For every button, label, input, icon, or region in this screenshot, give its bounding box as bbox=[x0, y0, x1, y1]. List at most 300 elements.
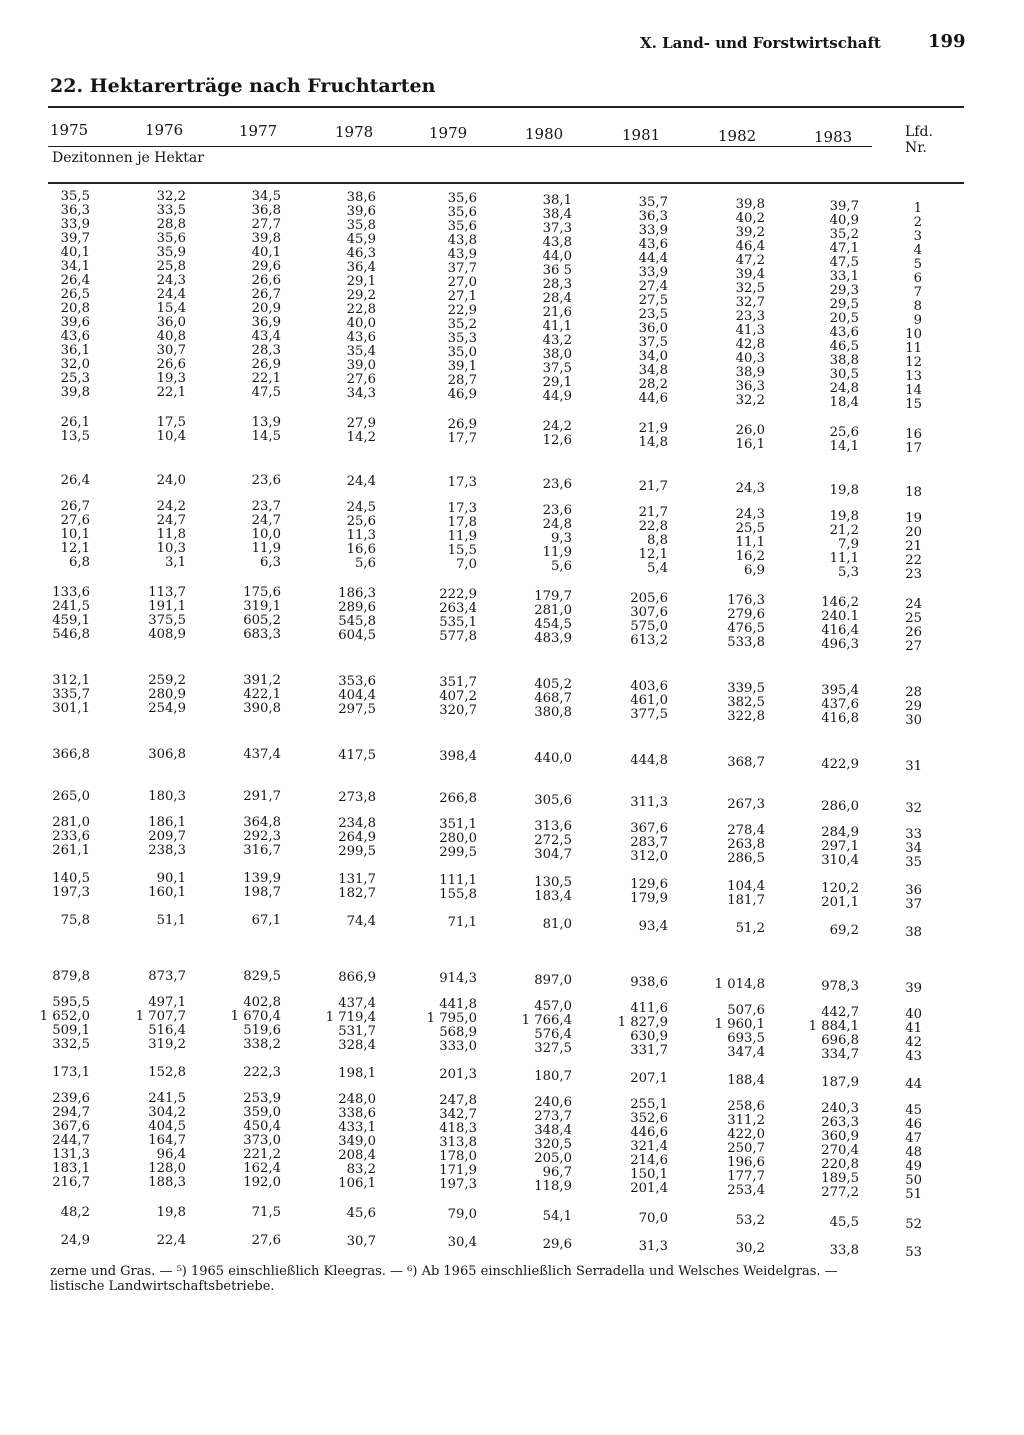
table-cell-1979: 247,8 bbox=[439, 1093, 477, 1108]
table-cell-1977: 20,9 bbox=[251, 301, 281, 316]
table-cell-1978: 531,7 bbox=[338, 1024, 376, 1039]
column-header-1982: 1982 bbox=[718, 127, 757, 145]
table-cell-1979: 178,0 bbox=[439, 1149, 477, 1164]
table-cell-1983: 24,8 bbox=[829, 381, 859, 396]
row-number: 28 bbox=[905, 685, 922, 700]
table-cell-1975: 26,5 bbox=[60, 287, 90, 302]
table-cell-1976: 19,8 bbox=[156, 1205, 186, 1220]
table-cell-1978: 5,6 bbox=[355, 556, 376, 571]
table-cell-1976: 90,1 bbox=[156, 871, 186, 886]
table-cell-1976: 375,5 bbox=[148, 613, 186, 628]
table-cell-1976: 113,7 bbox=[148, 585, 186, 600]
row-number: 52 bbox=[905, 1217, 922, 1232]
table-cell-1983: 33,8 bbox=[829, 1243, 859, 1258]
table-cell-1976: 24,0 bbox=[156, 473, 186, 488]
table-cell-1982: 176,3 bbox=[727, 593, 765, 608]
table-cell-1978: 349,0 bbox=[338, 1134, 376, 1149]
table-cell-1975: 6,8 bbox=[69, 555, 90, 570]
table-cell-1980: 54,1 bbox=[542, 1209, 572, 1224]
row-number: 20 bbox=[905, 525, 922, 540]
table-cell-1975: 13,5 bbox=[60, 429, 90, 444]
table-cell-1978: 131,7 bbox=[338, 872, 376, 887]
table-cell-1976: 306,8 bbox=[148, 747, 186, 762]
table-cell-1975: 43,6 bbox=[60, 329, 90, 344]
table-cell-1978: 248,0 bbox=[338, 1092, 376, 1107]
table-cell-1977: 36,8 bbox=[251, 203, 281, 218]
table-cell-1979: 17,3 bbox=[447, 475, 477, 490]
table-cell-1983: 11,1 bbox=[829, 551, 859, 566]
table-cell-1980: 5,6 bbox=[551, 559, 572, 574]
table-cell-1977: 23,7 bbox=[251, 499, 281, 514]
table-cell-1980: 273,7 bbox=[534, 1109, 572, 1124]
row-number: 37 bbox=[905, 897, 922, 912]
table-cell-1983: 334,7 bbox=[821, 1047, 859, 1062]
table-cell-1980: 38,4 bbox=[542, 207, 572, 222]
row-number: 23 bbox=[905, 567, 922, 582]
table-cell-1981: 23,5 bbox=[638, 307, 668, 322]
table-cell-1981: 70,0 bbox=[638, 1211, 668, 1226]
row-number: 35 bbox=[905, 855, 922, 870]
table-cell-1981: 22,8 bbox=[638, 519, 668, 534]
table-cell-1977: 338,2 bbox=[243, 1037, 281, 1052]
table-cell-1979: 418,3 bbox=[439, 1121, 477, 1136]
row-number: 29 bbox=[905, 699, 922, 714]
table-cell-1976: 22,1 bbox=[156, 385, 186, 400]
table-cell-1983: 240,3 bbox=[821, 1101, 859, 1116]
table-cell-1980: 205,0 bbox=[534, 1151, 572, 1166]
table-cell-1979: 7,0 bbox=[456, 557, 477, 572]
row-number: 50 bbox=[905, 1173, 922, 1188]
table-cell-1980: 21,6 bbox=[542, 305, 572, 320]
table-cell-1983: 270,4 bbox=[821, 1143, 859, 1158]
table-cell-1979: 28,7 bbox=[447, 373, 477, 388]
table-cell-1978: 182,7 bbox=[338, 886, 376, 901]
table-cell-1977: 253,9 bbox=[243, 1091, 281, 1106]
table-cell-1981: 307,6 bbox=[630, 605, 668, 620]
table-cell-1976: 30,7 bbox=[156, 343, 186, 358]
table-cell-1977: 829,5 bbox=[243, 969, 281, 984]
table-cell-1980: 320,5 bbox=[534, 1137, 572, 1152]
column-header-1981: 1981 bbox=[622, 126, 661, 144]
table-cell-1979: 15,5 bbox=[447, 543, 477, 558]
table-cell-1975: 39,6 bbox=[60, 315, 90, 330]
table-cell-1980: 38,0 bbox=[542, 347, 572, 362]
table-cell-1981: 8,8 bbox=[647, 533, 668, 548]
table-cell-1981: 150,1 bbox=[630, 1167, 668, 1182]
table-cell-1980: 281,0 bbox=[534, 603, 572, 618]
table-cell-1983: 120,2 bbox=[821, 881, 859, 896]
column-header-1976: 1976 bbox=[145, 121, 184, 139]
table-cell-1976: 24,7 bbox=[156, 513, 186, 528]
table-cell-1982: 311,2 bbox=[727, 1113, 765, 1128]
table-cell-1978: 106,1 bbox=[338, 1176, 376, 1191]
table-cell-1983: 437,6 bbox=[821, 697, 859, 712]
table-cell-1979: 263,4 bbox=[439, 601, 477, 616]
table-cell-1976: 128,0 bbox=[148, 1161, 186, 1176]
table-cell-1978: 289,6 bbox=[338, 600, 376, 615]
table-cell-1982: 196,6 bbox=[727, 1155, 765, 1170]
table-cell-1979: 342,7 bbox=[439, 1107, 477, 1122]
table-cell-1982: 24,3 bbox=[735, 507, 765, 522]
table-cell-1983: 43,6 bbox=[829, 325, 859, 340]
table-cell-1975: 39,8 bbox=[60, 385, 90, 400]
table-cell-1976: 304,2 bbox=[148, 1105, 186, 1120]
table-cell-1978: 545,8 bbox=[338, 614, 376, 629]
table-cell-1981: 34,8 bbox=[638, 363, 668, 378]
table-cell-1981: 403,6 bbox=[630, 679, 668, 694]
table-cell-1977: 222,3 bbox=[243, 1065, 281, 1080]
table-cell-1978: 14,2 bbox=[346, 430, 376, 445]
table-cell-1977: 34,5 bbox=[251, 189, 281, 204]
table-cell-1980: 12,6 bbox=[542, 433, 572, 448]
table-cell-1979: 914,3 bbox=[439, 971, 477, 986]
table-cell-1981: 283,7 bbox=[630, 835, 668, 850]
row-number: 11 bbox=[905, 341, 922, 356]
table-cell-1976: 25,8 bbox=[156, 259, 186, 274]
table-cell-1976: 24,3 bbox=[156, 273, 186, 288]
table-cell-1978: 34,3 bbox=[346, 386, 376, 401]
table-cell-1976: 22,4 bbox=[156, 1233, 186, 1248]
table-cell-1982: 322,8 bbox=[727, 709, 765, 724]
table-cell-1982: 53,2 bbox=[735, 1213, 765, 1228]
table-cell-1980: 272,5 bbox=[534, 833, 572, 848]
footnote-line-2: listische Landwirtschaftsbetriebe. bbox=[50, 1279, 275, 1294]
table-cell-1979: 35,6 bbox=[447, 205, 477, 220]
table-cell-1977: 422,1 bbox=[243, 687, 281, 702]
table-cell-1977: 27,6 bbox=[251, 1233, 281, 1248]
table-cell-1980: 483,9 bbox=[534, 631, 572, 646]
row-number: 53 bbox=[905, 1245, 922, 1260]
table-cell-1976: 24,4 bbox=[156, 287, 186, 302]
lfd-nr-header bbox=[905, 124, 933, 156]
table-cell-1983: 1 884,1 bbox=[808, 1019, 859, 1034]
table-cell-1975: 12,1 bbox=[60, 541, 90, 556]
table-cell-1978: 299,5 bbox=[338, 844, 376, 859]
table-cell-1976: 26,6 bbox=[156, 357, 186, 372]
table-cell-1982: 258,6 bbox=[727, 1099, 765, 1114]
table-cell-1975: 32,0 bbox=[60, 357, 90, 372]
table-cell-1983: 21,2 bbox=[829, 523, 859, 538]
row-number: 40 bbox=[905, 1007, 922, 1022]
table-cell-1975: 26,1 bbox=[60, 415, 90, 430]
table-cell-1976: 319,2 bbox=[148, 1037, 186, 1052]
table-cell-1982: 24,3 bbox=[735, 481, 765, 496]
table-cell-1982: 25,5 bbox=[735, 521, 765, 536]
table-cell-1982: 38,9 bbox=[735, 365, 765, 380]
table-cell-1975: 332,5 bbox=[52, 1037, 90, 1052]
table-cell-1978: 27,6 bbox=[346, 372, 376, 387]
table-cell-1982: 1 960,1 bbox=[714, 1017, 765, 1032]
table-cell-1979: 201,3 bbox=[439, 1067, 477, 1082]
table-cell-1982: 382,5 bbox=[727, 695, 765, 710]
row-number: 16 bbox=[905, 427, 922, 442]
table-cell-1978: 11,3 bbox=[346, 528, 376, 543]
row-number: 51 bbox=[905, 1187, 922, 1202]
table-cell-1977: 402,8 bbox=[243, 995, 281, 1010]
lfd-label: Lfd. bbox=[905, 124, 933, 140]
row-number: 5 bbox=[913, 257, 922, 272]
table-cell-1982: 263,8 bbox=[727, 837, 765, 852]
table-cell-1983: 25,6 bbox=[829, 425, 859, 440]
table-cell-1981: 44,6 bbox=[638, 391, 668, 406]
table-cell-1983: 422,9 bbox=[821, 757, 859, 772]
table-cell-1983: 395,4 bbox=[821, 683, 859, 698]
table-cell-1981: 12,1 bbox=[638, 547, 668, 562]
table-cell-1982: 693,5 bbox=[727, 1031, 765, 1046]
table-cell-1982: 32,7 bbox=[735, 295, 765, 310]
table-cell-1980: 37,5 bbox=[542, 361, 572, 376]
table-cell-1977: 192,0 bbox=[243, 1175, 281, 1190]
table-cell-1976: 209,7 bbox=[148, 829, 186, 844]
table-cell-1982: 51,2 bbox=[735, 921, 765, 936]
table-cell-1977: 40,1 bbox=[251, 245, 281, 260]
table-cell-1978: 46,3 bbox=[346, 246, 376, 261]
table-cell-1978: 16,6 bbox=[346, 542, 376, 557]
table-cell-1983: 189,5 bbox=[821, 1171, 859, 1186]
table-cell-1979: 313,8 bbox=[439, 1135, 477, 1150]
table-cell-1981: 321,4 bbox=[630, 1139, 668, 1154]
table-cell-1978: 24,4 bbox=[346, 474, 376, 489]
table-cell-1979: 351,1 bbox=[439, 817, 477, 832]
table-cell-1981: 36,3 bbox=[638, 209, 668, 224]
table-cell-1980: 81,0 bbox=[542, 917, 572, 932]
table-cell-1983: 416,4 bbox=[821, 623, 859, 638]
table-cell-1979: 1 795,0 bbox=[426, 1011, 477, 1026]
table-cell-1975: 20,8 bbox=[60, 301, 90, 316]
row-number: 47 bbox=[905, 1131, 922, 1146]
table-cell-1980: 183,4 bbox=[534, 889, 572, 904]
table-cell-1978: 186,3 bbox=[338, 586, 376, 601]
table-cell-1975: 173,1 bbox=[52, 1065, 90, 1080]
table-cell-1979: 17,3 bbox=[447, 501, 477, 516]
table-cell-1982: 23,3 bbox=[735, 309, 765, 324]
table-cell-1980: 454,5 bbox=[534, 617, 572, 632]
table-cell-1983: 29,5 bbox=[829, 297, 859, 312]
table-cell-1975: 312,1 bbox=[52, 673, 90, 688]
table-cell-1976: 35,9 bbox=[156, 245, 186, 260]
table-cell-1983: 69,2 bbox=[829, 923, 859, 938]
table-cell-1982: 181,7 bbox=[727, 893, 765, 908]
table-cell-1983: 201,1 bbox=[821, 895, 859, 910]
table-cell-1982: 40,2 bbox=[735, 211, 765, 226]
unit-rule bbox=[48, 146, 872, 147]
table-cell-1981: 444,8 bbox=[630, 753, 668, 768]
table-cell-1980: 23,6 bbox=[542, 477, 572, 492]
table-cell-1978: 404,4 bbox=[338, 688, 376, 703]
table-cell-1981: 201,4 bbox=[630, 1181, 668, 1196]
table-cell-1980: 304,7 bbox=[534, 847, 572, 862]
table-cell-1975: 133,6 bbox=[52, 585, 90, 600]
table-cell-1975: 366,8 bbox=[52, 747, 90, 762]
table-cell-1978: 27,9 bbox=[346, 416, 376, 431]
table-cell-1978: 40,0 bbox=[346, 316, 376, 331]
row-number: 1 bbox=[913, 201, 922, 216]
row-number: 36 bbox=[905, 883, 922, 898]
table-cell-1977: 29,6 bbox=[251, 259, 281, 274]
table-cell-1979: 197,3 bbox=[439, 1177, 477, 1192]
table-cell-1979: 46,9 bbox=[447, 387, 477, 402]
table-cell-1983: 18,4 bbox=[829, 395, 859, 410]
table-cell-1975: 25,3 bbox=[60, 371, 90, 386]
row-number: 32 bbox=[905, 801, 922, 816]
table-cell-1980: 38,1 bbox=[542, 193, 572, 208]
table-cell-1976: 164,7 bbox=[148, 1133, 186, 1148]
table-cell-1978: 353,6 bbox=[338, 674, 376, 689]
table-cell-1976: 19,3 bbox=[156, 371, 186, 386]
table-cell-1977: 24,7 bbox=[251, 513, 281, 528]
table-cell-1981: 205,6 bbox=[630, 591, 668, 606]
table-cell-1983: 19,8 bbox=[829, 483, 859, 498]
table-cell-1978: 234,8 bbox=[338, 816, 376, 831]
table-cell-1979: 43,9 bbox=[447, 247, 477, 262]
table-cell-1979: 22,9 bbox=[447, 303, 477, 318]
table-cell-1981: 36,0 bbox=[638, 321, 668, 336]
row-number: 44 bbox=[905, 1077, 922, 1092]
unit-label: Dezitonnen je Hektar bbox=[52, 150, 204, 166]
table-cell-1979: 37,7 bbox=[447, 261, 477, 276]
table-cell-1979: 27,0 bbox=[447, 275, 477, 290]
table-cell-1979: 320,7 bbox=[439, 703, 477, 718]
table-cell-1975: 36,1 bbox=[60, 343, 90, 358]
table-cell-1983: 45,5 bbox=[829, 1215, 859, 1230]
table-cell-1979: 35,3 bbox=[447, 331, 477, 346]
table-cell-1977: 14,5 bbox=[251, 429, 281, 444]
table-cell-1978: 29,1 bbox=[346, 274, 376, 289]
table-cell-1981: 33,9 bbox=[638, 265, 668, 280]
table-cell-1976: 152,8 bbox=[148, 1065, 186, 1080]
table-cell-1975: 197,3 bbox=[52, 885, 90, 900]
table-cell-1975: 10,1 bbox=[60, 527, 90, 542]
table-cell-1978: 45,9 bbox=[346, 232, 376, 247]
table-cell-1980: 457,0 bbox=[534, 999, 572, 1014]
table-cell-1976: 188,3 bbox=[148, 1175, 186, 1190]
row-number: 49 bbox=[905, 1159, 922, 1174]
row-number: 19 bbox=[905, 511, 922, 526]
table-cell-1978: 74,4 bbox=[346, 914, 376, 929]
row-number: 46 bbox=[905, 1117, 922, 1132]
table-cell-1979: 568,9 bbox=[439, 1025, 477, 1040]
table-cell-1978: 38,6 bbox=[346, 190, 376, 205]
table-cell-1975: 335,7 bbox=[52, 687, 90, 702]
table-cell-1980: 29,1 bbox=[542, 375, 572, 390]
table-cell-1979: 333,0 bbox=[439, 1039, 477, 1054]
row-number: 8 bbox=[913, 299, 922, 314]
table-cell-1982: 339,5 bbox=[727, 681, 765, 696]
running-header-section: X. Land- und Forstwirtschaft bbox=[640, 34, 881, 52]
table-cell-1979: 35,6 bbox=[447, 219, 477, 234]
table-cell-1978: 437,4 bbox=[338, 996, 376, 1011]
table-cell-1983: 496,3 bbox=[821, 637, 859, 652]
table-cell-1982: 177,7 bbox=[727, 1169, 765, 1184]
table-cell-1977: 450,4 bbox=[243, 1119, 281, 1134]
table-cell-1977: 373,0 bbox=[243, 1133, 281, 1148]
table-cell-1980: 24,2 bbox=[542, 419, 572, 434]
column-header-1979: 1979 bbox=[429, 124, 468, 142]
table-cell-1982: 30,2 bbox=[735, 1241, 765, 1256]
table-cell-1977: 43,4 bbox=[251, 329, 281, 344]
table-cell-1975: 595,5 bbox=[52, 995, 90, 1010]
table-cell-1983: 263,3 bbox=[821, 1115, 859, 1130]
table-cell-1976: 160,1 bbox=[148, 885, 186, 900]
table-cell-1983: 286,0 bbox=[821, 799, 859, 814]
table-cell-1978: 35,4 bbox=[346, 344, 376, 359]
table-cell-1976: 404,5 bbox=[148, 1119, 186, 1134]
table-cell-1978: 273,8 bbox=[338, 790, 376, 805]
table-cell-1979: 17,7 bbox=[447, 431, 477, 446]
table-cell-1980: 1 766,4 bbox=[521, 1013, 572, 1028]
table-cell-1979: 407,2 bbox=[439, 689, 477, 704]
table-cell-1977: 26,9 bbox=[251, 357, 281, 372]
table-cell-1978: 208,4 bbox=[338, 1148, 376, 1163]
table-cell-1980: 130,5 bbox=[534, 875, 572, 890]
table-cell-1978: 417,5 bbox=[338, 748, 376, 763]
table-cell-1983: 360,9 bbox=[821, 1129, 859, 1144]
table-cell-1981: 35,7 bbox=[638, 195, 668, 210]
table-cell-1983: 416,8 bbox=[821, 711, 859, 726]
table-cell-1977: 11,9 bbox=[251, 541, 281, 556]
table-cell-1977: 198,7 bbox=[243, 885, 281, 900]
table-cell-1976: 497,1 bbox=[148, 995, 186, 1010]
table-cell-1975: 294,7 bbox=[52, 1105, 90, 1120]
table-cell-1980: 118,9 bbox=[534, 1179, 572, 1194]
top-rule bbox=[48, 106, 964, 108]
column-header-1980: 1980 bbox=[525, 125, 564, 143]
row-number: 25 bbox=[905, 611, 922, 626]
table-cell-1981: 1 827,9 bbox=[617, 1015, 668, 1030]
table-cell-1975: 879,8 bbox=[52, 969, 90, 984]
table-cell-1983: 297,1 bbox=[821, 839, 859, 854]
table-title: 22. Hektarerträge nach Fruchtarten bbox=[50, 75, 436, 97]
table-cell-1980: 180,7 bbox=[534, 1069, 572, 1084]
row-number: 6 bbox=[913, 271, 922, 286]
table-cell-1975: 26,7 bbox=[60, 499, 90, 514]
table-cell-1977: 364,8 bbox=[243, 815, 281, 830]
row-number: 26 bbox=[905, 625, 922, 640]
table-cell-1978: 198,1 bbox=[338, 1066, 376, 1081]
table-cell-1978: 36,4 bbox=[346, 260, 376, 275]
table-cell-1982: 41,3 bbox=[735, 323, 765, 338]
table-cell-1981: 312,0 bbox=[630, 849, 668, 864]
table-cell-1978: 83,2 bbox=[346, 1162, 376, 1177]
table-cell-1981: 575,0 bbox=[630, 619, 668, 634]
table-cell-1982: 1 014,8 bbox=[714, 977, 765, 992]
row-number: 22 bbox=[905, 553, 922, 568]
table-cell-1977: 26,6 bbox=[251, 273, 281, 288]
table-cell-1980: 313,6 bbox=[534, 819, 572, 834]
table-cell-1975: 36,3 bbox=[60, 203, 90, 218]
table-cell-1975: 244,7 bbox=[52, 1133, 90, 1148]
table-cell-1979: 39,1 bbox=[447, 359, 477, 374]
table-cell-1975: 26,4 bbox=[60, 473, 90, 488]
table-cell-1979: 27,1 bbox=[447, 289, 477, 304]
row-number: 33 bbox=[905, 827, 922, 842]
footnote-line-1: zerne und Gras. — ⁵) 1965 einschließlich Kleegras. — ⁶) Ab 1965 einschließlich Serradella und Welsches Weidelgras. — bbox=[50, 1264, 838, 1279]
table-cell-1979: 398,4 bbox=[439, 749, 477, 764]
table-cell-1983: 187,9 bbox=[821, 1075, 859, 1090]
row-number: 42 bbox=[905, 1035, 922, 1050]
row-number: 9 bbox=[913, 313, 922, 328]
table-cell-1983: 696,8 bbox=[821, 1033, 859, 1048]
table-cell-1981: 331,7 bbox=[630, 1043, 668, 1058]
table-cell-1983: 29,3 bbox=[829, 283, 859, 298]
table-cell-1981: 14,8 bbox=[638, 435, 668, 450]
table-cell-1976: 238,3 bbox=[148, 843, 186, 858]
table-cell-1982: 16,2 bbox=[735, 549, 765, 564]
table-cell-1977: 67,1 bbox=[251, 913, 281, 928]
table-cell-1975: 39,7 bbox=[60, 231, 90, 246]
table-cell-1983: 978,3 bbox=[821, 979, 859, 994]
table-cell-1978: 29,2 bbox=[346, 288, 376, 303]
